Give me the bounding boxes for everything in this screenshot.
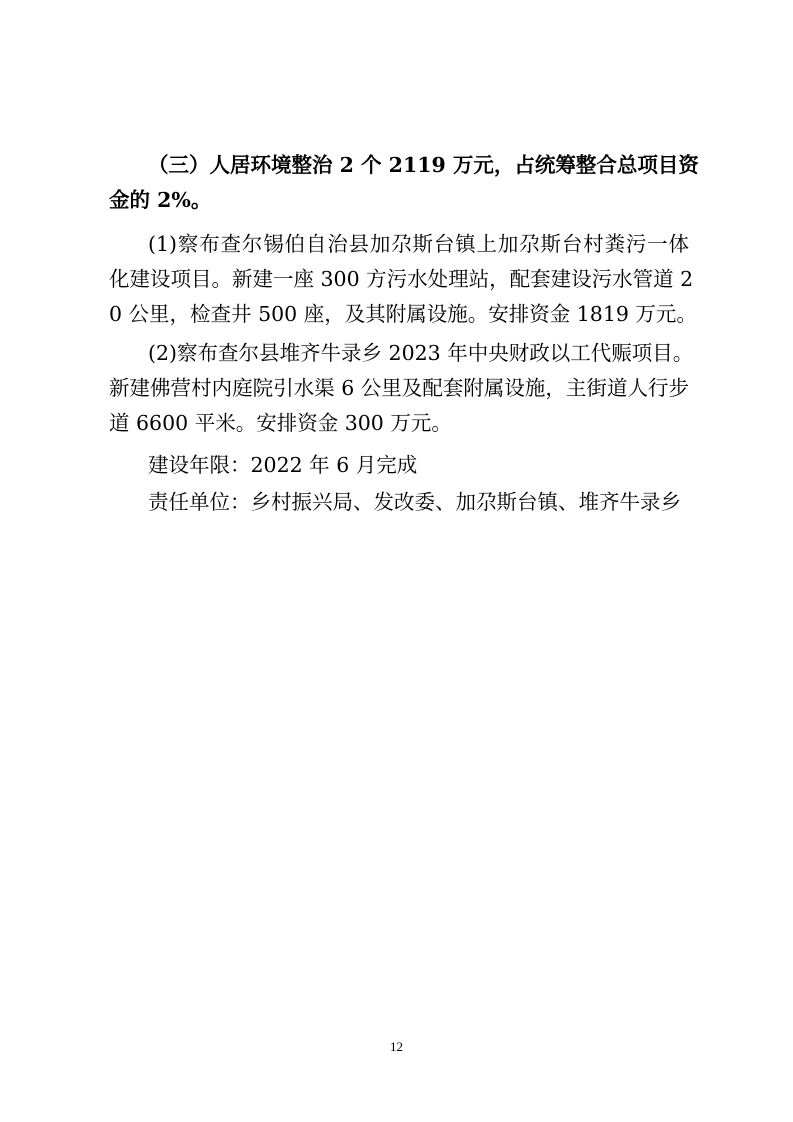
item-1-line-1: (1)察布查尔锡伯自治县加尕斯台镇上加尕斯台村粪污一体 — [148, 232, 689, 256]
responsible-units: 责任单位：乡村振兴局、发改委、加尕斯台镇、堆齐牛录乡 — [148, 490, 681, 514]
section-heading-line-2: 金的 2%。 — [109, 188, 212, 212]
section-heading-line-1: （三）人居环境整治 2 个 2119 万元，占统筹整合总项目资 — [148, 153, 699, 177]
item-2-line-2: 新建佛营村内庭院引水渠 6 公里及配套附属设施，主街道人行步 — [109, 376, 689, 400]
item-2-line-1: (2)察布查尔县堆齐牛录乡 2023 年中央财政以工代赈项目。 — [148, 341, 694, 365]
item-1-line-2: 化建设项目。新建一座 300 方污水处理站，配套建设污水管道 2 — [109, 267, 694, 291]
item-2-line-3: 道 6600 平米。安排资金 300 万元。 — [109, 411, 452, 435]
item-1-line-3: 0 公里，检查井 500 座，及其附属设施。安排资金 1819 万元。 — [109, 302, 697, 326]
page-number: 12 — [390, 1039, 403, 1054]
construction-period: 建设年限：2022 年 6 月完成 — [148, 453, 418, 477]
